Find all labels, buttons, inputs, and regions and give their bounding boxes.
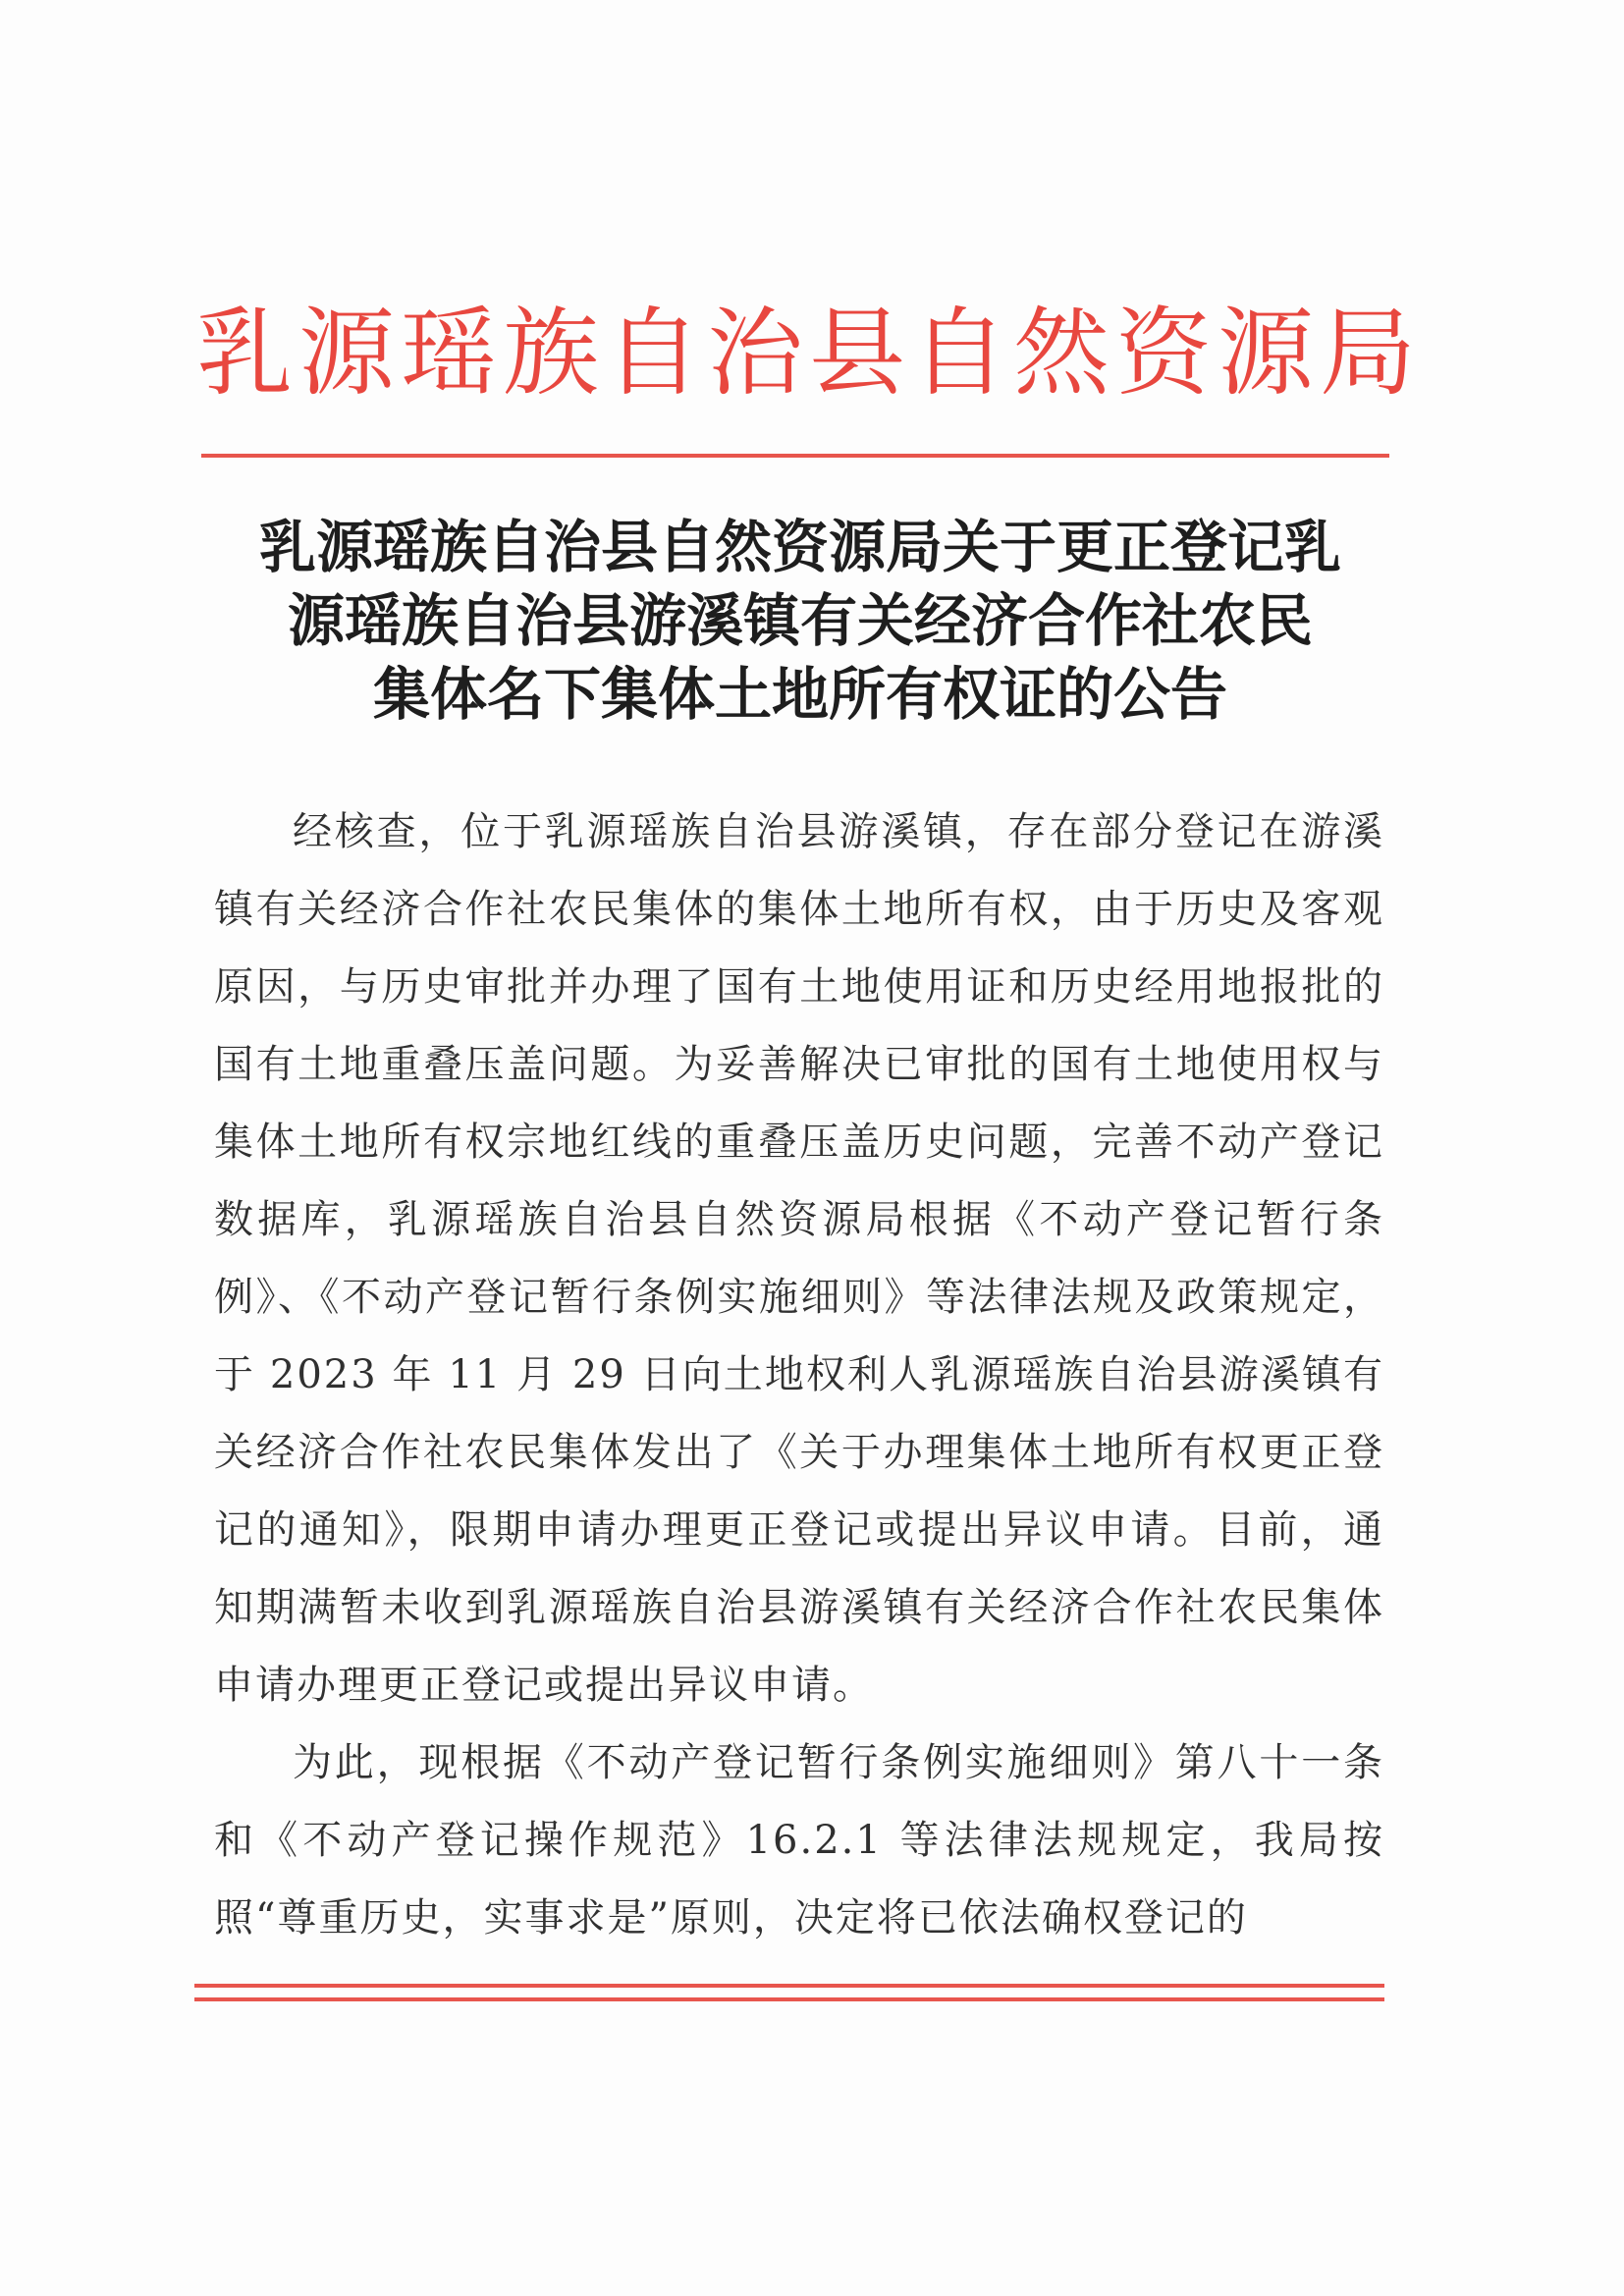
notice-title — [211, 511, 1389, 732]
body-paragraph-2: 为此，现根据《不动产登记暂行条例实施细则》第八十一条和《不动产登记操作规范》16.2.1 等法律法规规定，我局按照“尊重历史，实事求是”原则，决定将已依法确权登记的 — [214, 1740, 1384, 1941]
footer-red-rule-lower — [194, 1997, 1384, 2001]
footer-red-rule-upper — [194, 1984, 1384, 1988]
body-paragraph-1: 经核查，位于乳源瑶族自治县游溪镇，存在部分登记在游溪镇有关经济合作社农民集体的集体土地所有权，由于历史及客观原因，与历史审批并办理了国有土地使用证和历史经用地报批的国有土地重叠压盖问题。为妥善解决已审批的国有土地使用权与集体土地所有权宗地红线的重叠压盖历史问题，完善不动产登记数据库，乳源瑶族自治县自然资源局根据《不动产登记暂行条例》、《不动产登记暂行条例实施细则》等法律法规及政策规定，于 2023 年 11 月 29 日向土地权利人乳源瑶族自治县游溪镇有关经济合作社农民集体发出了《关于办理集体土地所有权更正登记的通知》，限期申请办理更正登记或提出异议申请。目前，通知期满暂未收到乳源瑶族自治县游溪镇有关经济合作社农民集体申请办理更正登记或提出异议申请。 — [214, 809, 1384, 1708]
letterhead-red-rule — [201, 454, 1389, 458]
title-line-3: 集体名下集体土地所有权证的公告 — [372, 661, 1227, 728]
notice-body — [214, 793, 1384, 1957]
title-line-1: 乳源瑶族自治县自然资源局关于更正登记乳 — [258, 514, 1341, 580]
letterhead-org-name: 乳源瑶族自治县自然资源局 — [196, 298, 1423, 410]
title-line-2: 源瑶族自治县游溪镇有关经济合作社农民 — [287, 587, 1313, 654]
